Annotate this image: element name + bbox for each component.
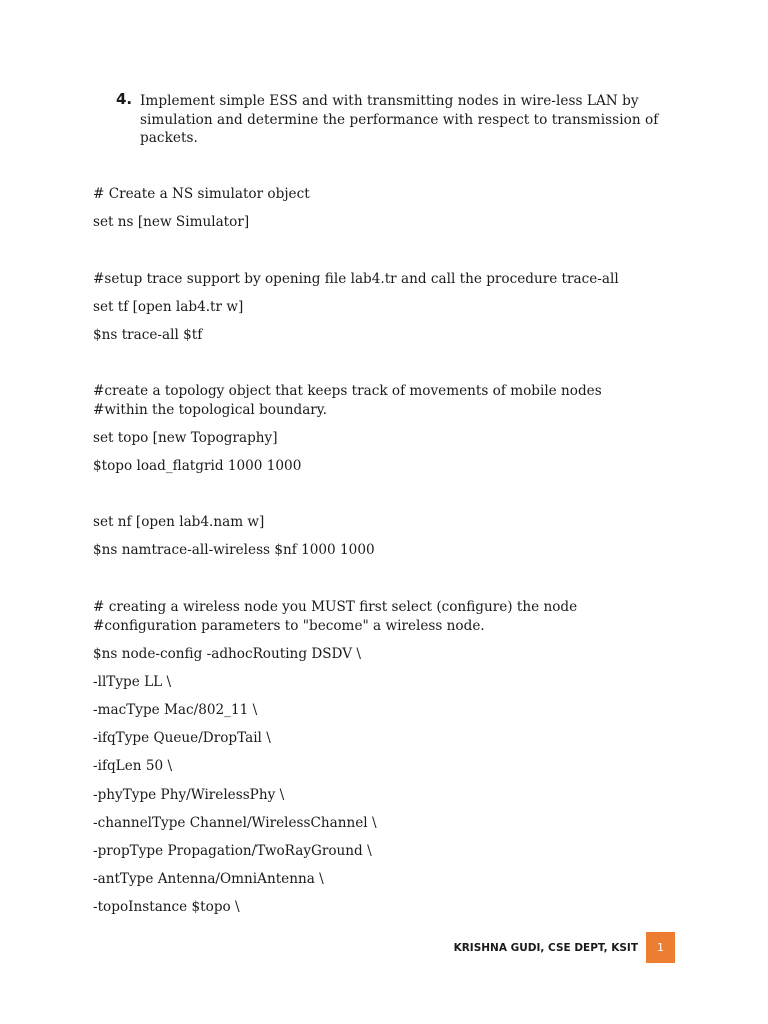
code-line: #setup trace support by opening file lab4.tr and call the procedure trace-all (93, 271, 619, 287)
code-line: -antType Antenna/OmniAntenna \ (93, 871, 324, 887)
code-line: set topo [new Topography] (93, 430, 278, 446)
code-line: # creating a wireless node you MUST first select (configure) the node (93, 599, 578, 615)
code-line: -ifqType Queue/DropTail \ (93, 730, 271, 746)
code-line: -topoInstance $topo \ (93, 899, 240, 915)
code-line: -macType Mac/802_11 \ (93, 702, 258, 718)
code-line: -llType LL \ (93, 674, 172, 690)
question-number: 4. (116, 90, 133, 108)
code-line: $topo load_flatgrid 1000 1000 (93, 458, 302, 474)
page-number-badge: 1 (646, 932, 675, 963)
code-line: $ns node-config -adhocRouting DSDV \ (93, 646, 361, 662)
code-line: $ns namtrace-all-wireless $nf 1000 1000 (93, 542, 375, 558)
code-line: -phyType Phy/WirelessPhy \ (93, 787, 285, 803)
code-line: # Create a NS simulator object (93, 186, 310, 202)
code-line: $ns trace-all $tf (93, 327, 203, 343)
code-line: set ns [new Simulator] (93, 214, 250, 230)
code-line: #create a topology object that keeps track of movements of mobile nodes (93, 383, 602, 399)
code-line: #configuration parameters to "become" a wireless node. (93, 618, 485, 634)
footer-author: KRISHNA GUDI, CSE DEPT, KSIT (453, 942, 638, 954)
code-line: -channelType Channel/WirelessChannel \ (93, 815, 377, 831)
question-text: Implement simple ESS and with transmitting nodes in wire-less LAN by simulation and determine the performance with respect to transmission of packets. (140, 93, 659, 146)
code-line: -propType Propagation/TwoRayGround \ (93, 843, 372, 859)
code-line: #within the topological boundary. (93, 402, 327, 418)
code-line: set tf [open lab4.tr w] (93, 299, 244, 315)
code-line: -ifqLen 50 \ (93, 758, 173, 774)
page-footer (0, 932, 768, 964)
code-line: set nf [open lab4.nam w] (93, 514, 265, 530)
